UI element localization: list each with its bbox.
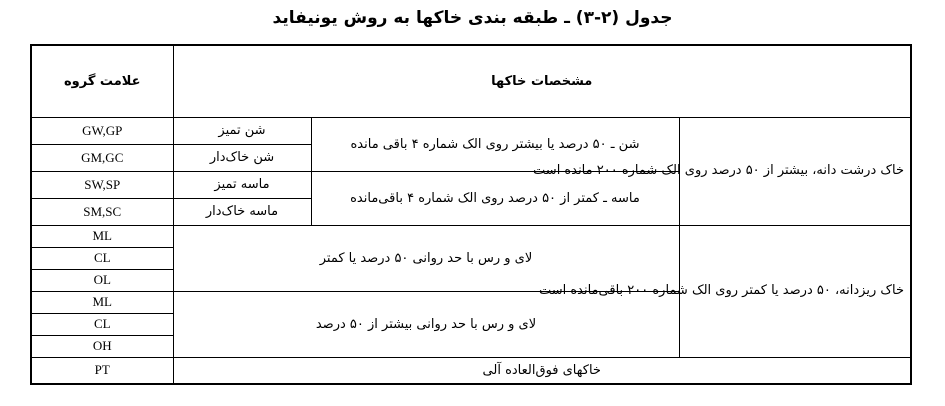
group-symbol: CL — [31, 313, 173, 335]
group-symbol: ML — [31, 291, 173, 313]
table-row — [31, 225, 911, 247]
header-row — [31, 45, 911, 117]
group-symbol: ML — [31, 225, 173, 247]
table-row — [31, 357, 911, 384]
organic-soil-description: خاکهای فوق‌العاده آلی — [173, 357, 911, 384]
coarse-grained-category: خاک درشت دانه، بیشتر از ۵۰ درصد روی الک شماره ۲۰۰ مانده است — [679, 117, 911, 225]
soil-name: ماسه تمیز — [173, 171, 311, 198]
sand-description: ماسه ـ کمتر از ۵۰ درصد روی الک شماره ۴ باقی‌مانده — [311, 171, 679, 225]
group-symbol: SM,SC — [31, 198, 173, 225]
group-symbol: OH — [31, 335, 173, 357]
group-symbol: GW,GP — [31, 117, 173, 144]
table-caption: جدول (۲-۳) ـ طبقه بندی خاکها به روش یونیفاید — [272, 8, 673, 28]
gravel-description: شن ـ ۵۰ درصد یا بیشتر روی الک شماره ۴ باقی مانده — [311, 117, 679, 171]
high-plasticity-description: لای و رس با حد روانی بیشتر از ۵۰ درصد — [173, 291, 679, 357]
soil-name: شن خاک‌دار — [173, 144, 311, 171]
soil-name: ماسه خاک‌دار — [173, 198, 311, 225]
low-plasticity-description: لای و رس با حد روانی ۵۰ درصد یا کمتر — [173, 225, 679, 291]
uscs-classification-table — [30, 44, 912, 385]
header-soil-specs: مشخصات خاکها — [173, 45, 911, 117]
group-symbol: PT — [31, 357, 173, 384]
fine-grained-category: خاک ریزدانه، ۵۰ درصد یا کمتر روی الک شماره ۲۰۰ باقی‌مانده است — [679, 225, 911, 357]
header-group-symbol: علامت گروه — [31, 45, 173, 117]
table-row — [31, 117, 911, 144]
group-symbol: OL — [31, 269, 173, 291]
soil-name: شن تمیز — [173, 117, 311, 144]
group-symbol: CL — [31, 247, 173, 269]
group-symbol: GM,GC — [31, 144, 173, 171]
group-symbol: SW,SP — [31, 171, 173, 198]
